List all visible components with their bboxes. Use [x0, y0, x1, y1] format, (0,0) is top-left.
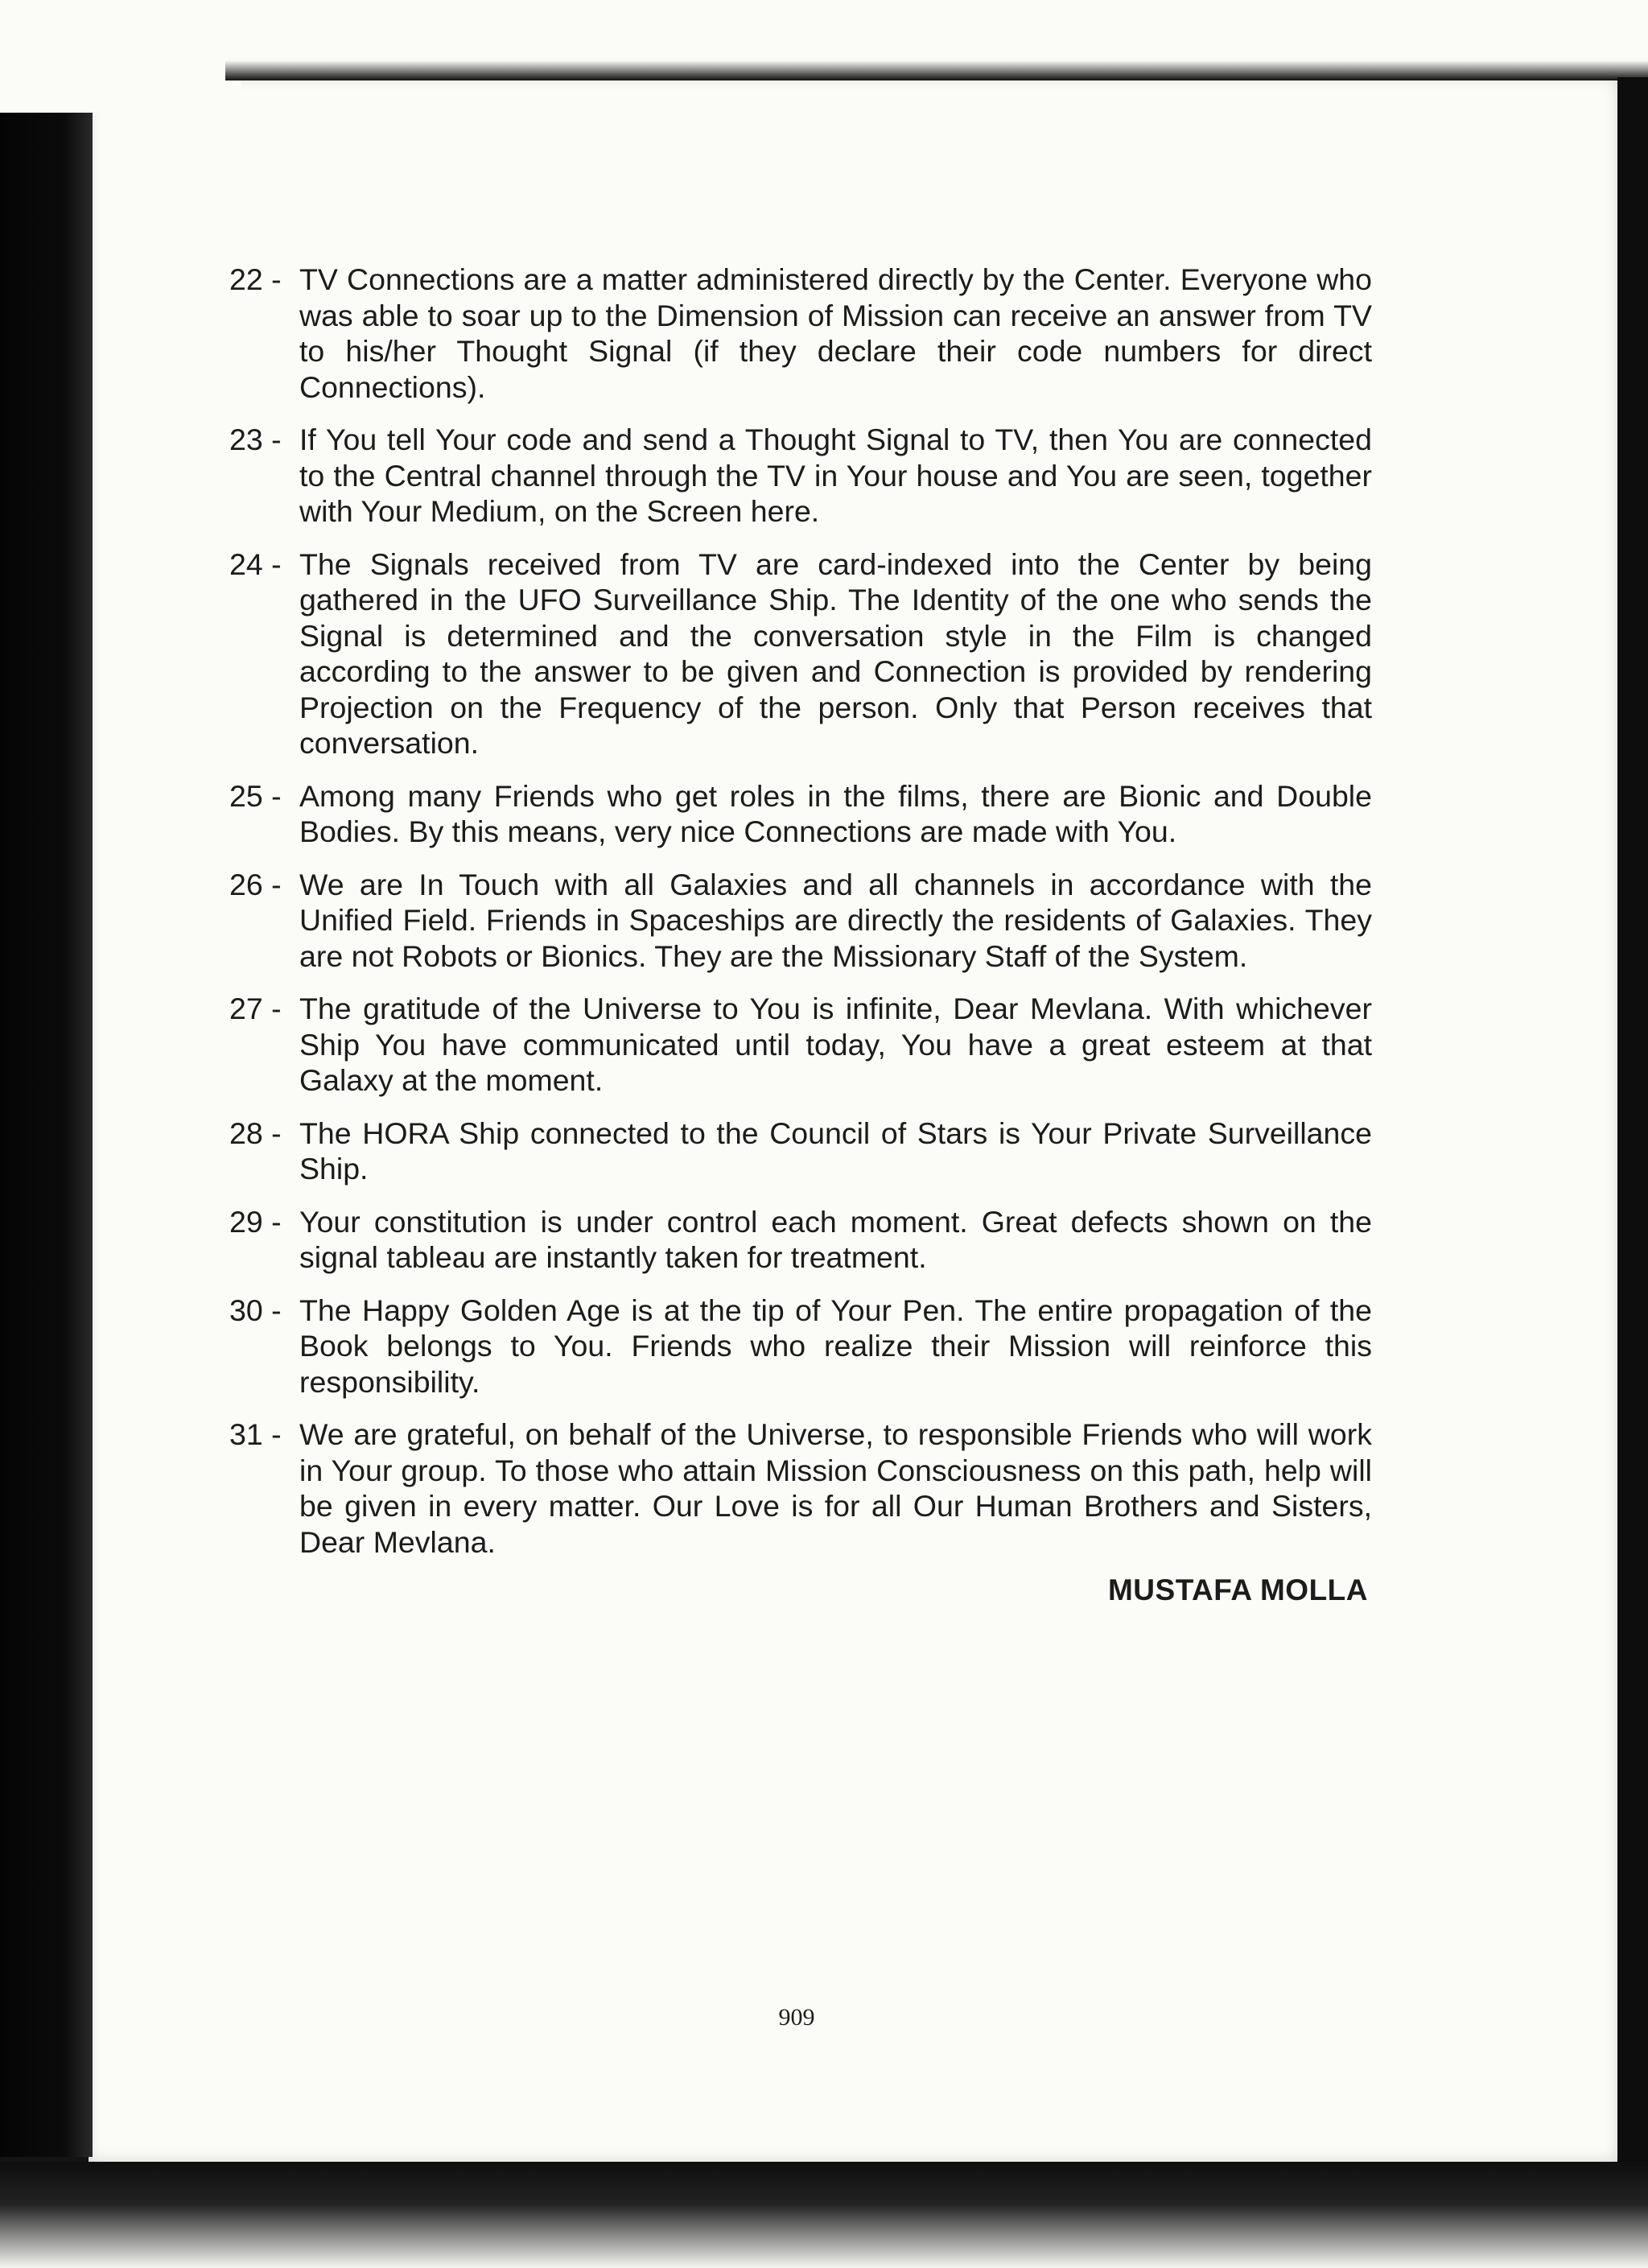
item-text: Your constitution is under control each moment. Great defects shown on the signal tableau are instantly taken for treatment.	[299, 1204, 1372, 1274]
item-text: Among many Friends who get roles in the films, there are Bionic and Double Bodies. By this means, very nice Connections are made with You.	[299, 778, 1372, 848]
item-number: 24 -	[229, 546, 282, 581]
page-top-corner	[0, 0, 241, 113]
scan-left-shadow	[0, 113, 93, 2157]
item-number: 23 -	[229, 423, 282, 456]
list-item	[229, 991, 1372, 1099]
list-item	[229, 1293, 1372, 1400]
numbered-list	[229, 262, 1372, 1577]
item-text: The gratitude of the Universe to You is infinite, Dear Mevlana. With whichever Ship You have communicated until today, You have a great esteem at that Galaxy at the moment.	[299, 992, 1372, 1097]
item-text: The Happy Golden Age is at the tip of Your Pen. The entire propagation of the Book belongs to You. Friends who realize their Mission will reinforce this responsibility.	[299, 1293, 1372, 1399]
list-item	[229, 1416, 1372, 1560]
item-number: 27 -	[229, 992, 282, 1025]
item-text: We are grateful, on behalf of the Universe, to responsible Friends who will work in Your group. To those who attain Mission Consciousness on this path, help will be given in every matter. Our Love is for all Our Human Brothers and Sisters, Dear Mevlana.	[299, 1417, 1372, 1559]
list-item	[229, 1115, 1372, 1187]
list-item	[229, 422, 1372, 530]
list-item	[229, 867, 1372, 975]
item-text: The HORA Ship connected to the Council of Stars is Your Private Surveillance Ship.	[299, 1115, 1372, 1186]
item-number: 22 -	[229, 262, 282, 296]
signature: MUSTAFA MOLLA	[1107, 1573, 1368, 1606]
item-number: 26 -	[229, 867, 282, 901]
item-number: 28 -	[229, 1115, 282, 1150]
item-text: If You tell Your code and send a Thought Signal to TV, then You are connected to the Central channel through the TV in Your house and You are seen, together with Your Medium, on the Screen here.	[299, 423, 1372, 528]
list-item	[229, 546, 1372, 761]
item-number: 31 -	[229, 1417, 282, 1451]
list-item	[229, 778, 1372, 850]
page-number: 909	[778, 2004, 815, 2031]
item-number: 29 -	[229, 1204, 282, 1239]
list-item	[229, 262, 1372, 405]
scan-bottom-edge	[0, 2162, 1648, 2268]
item-text: We are In Touch with all Galaxies and all channels in accordance with the Unified Field. Friends in Spaceships are directly the residents of Galaxies. They are not Robots or Bionics. They are the Missionary Staff of the System.	[299, 867, 1372, 973]
item-number: 25 -	[229, 778, 282, 813]
item-text: The Signals received from TV are card-indexed into the Center by being gathered in the UFO Surveillance Ship. The Identity of the one who sends the Signal is determined and the conversation style in the Film is changed according to the answer to be given and Connection is provided by rendering Projection on the Frequency of the person. Only that Person receives that conversation.	[299, 546, 1372, 760]
item-number: 30 -	[229, 1293, 282, 1327]
list-item	[229, 1204, 1372, 1276]
page-top-edge	[225, 0, 1648, 80]
scan-right-edge	[1617, 77, 1648, 2170]
item-text: TV Connections are a matter administered directly by the Center. Everyone who was able to soar up to the Dimension of Mission can receive an answer from TV to his/her Thought Signal (if they declare their code numbers for direct Connections).	[299, 262, 1372, 404]
